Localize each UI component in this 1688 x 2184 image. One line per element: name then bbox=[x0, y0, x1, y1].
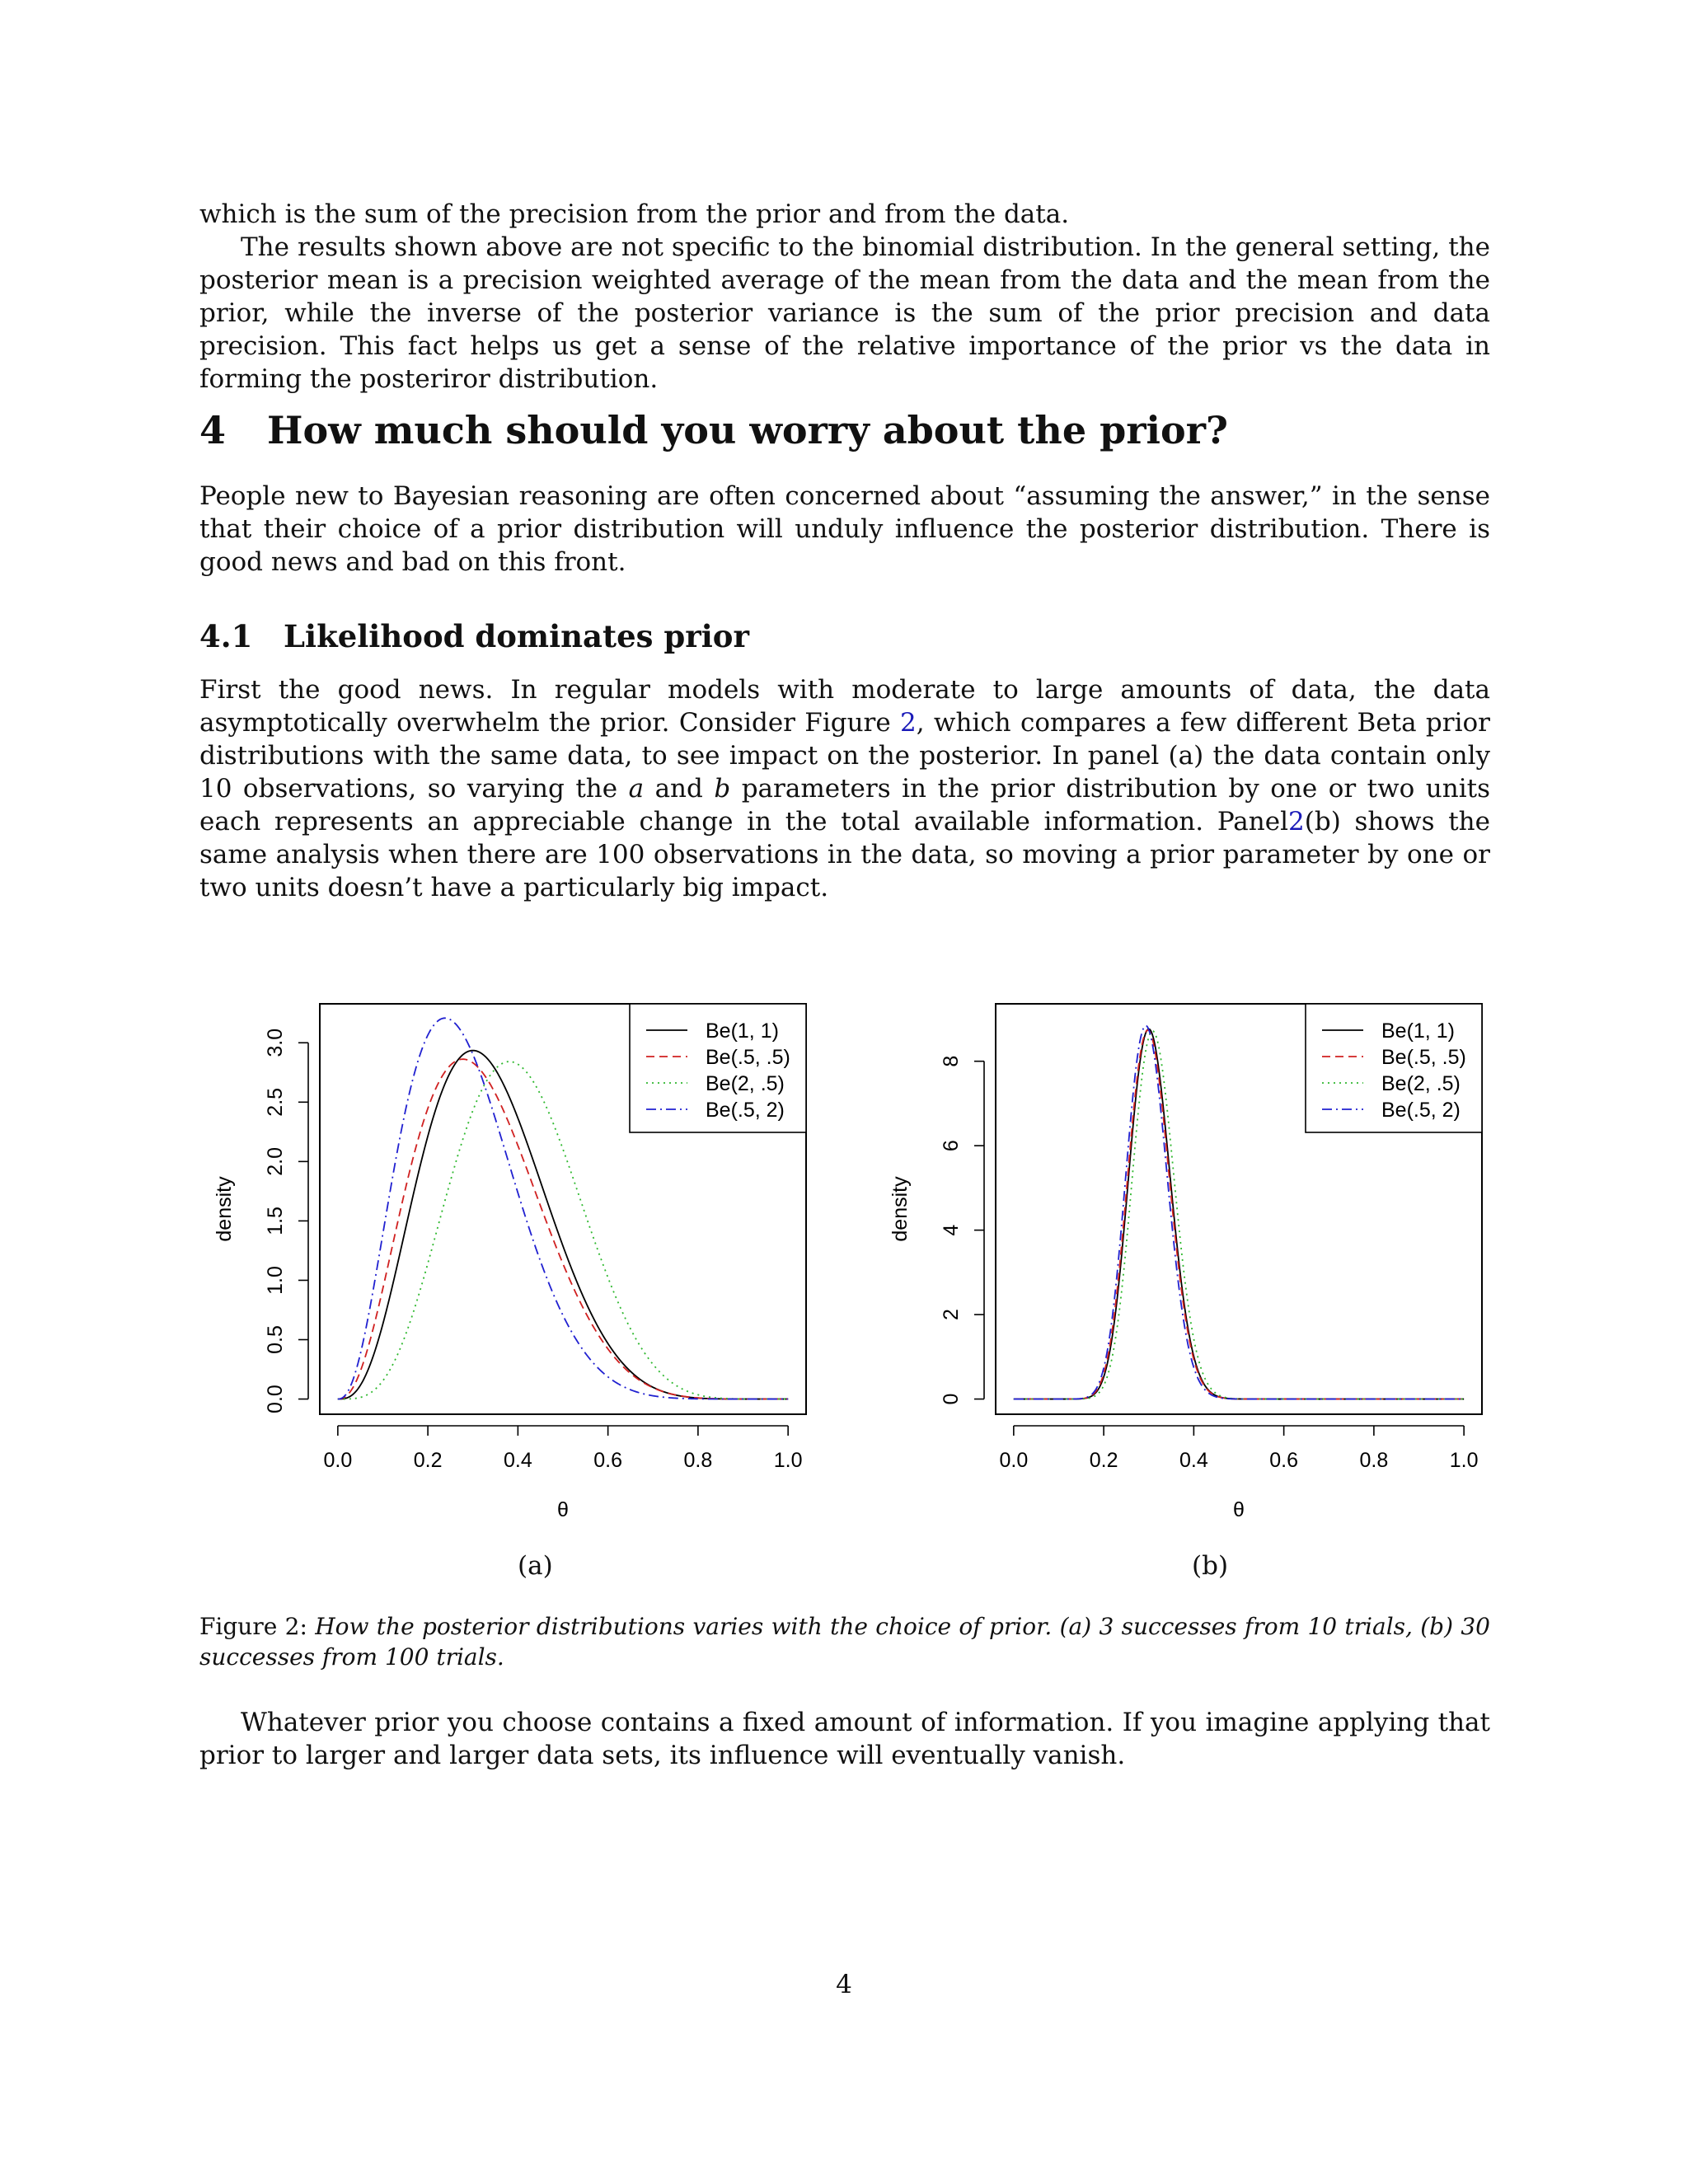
intro-paragraph-2: The results shown above are not specific to the binomial distribution. In the general setting, the posterior mean is a precision weighted average of the mean from the data and the mean from the prior, while the inverse of the posterior variance is the sum of the prior precision and data precision. This fact helps us get a sense of the relative importance of the prior vs the data in forming the posteriror distribution. bbox=[199, 232, 1490, 394]
y-tick-label: 2 bbox=[940, 1309, 963, 1321]
chart-panel-b bbox=[882, 972, 1508, 1533]
legend-label: Be(.5, .5) bbox=[1381, 1046, 1466, 1069]
intro-block bbox=[199, 198, 1490, 396]
x-tick-label: 0.8 bbox=[683, 1449, 713, 1472]
x-axis-label: θ bbox=[557, 1498, 569, 1521]
caption-text: How the posterior distributions varies with the choice of prior. (a) 3 successes from 10 trials, (b) 30 successes from 100 trials. bbox=[199, 1613, 1490, 1671]
page-number: 4 bbox=[836, 1970, 852, 1999]
x-tick-label: 0.8 bbox=[1359, 1449, 1389, 1472]
section-body bbox=[199, 480, 1490, 579]
x-tick-label: 1.0 bbox=[1449, 1449, 1479, 1472]
x-tick-label: 0.6 bbox=[1269, 1449, 1299, 1472]
section-title: How much should you worry about the prior? bbox=[267, 408, 1228, 452]
y-tick-label: 2.5 bbox=[264, 1087, 287, 1117]
y-tick-label: 4 bbox=[940, 1224, 963, 1236]
final-block bbox=[199, 1706, 1490, 1772]
y-tick-label: 0 bbox=[940, 1393, 963, 1405]
y-tick-label: 8 bbox=[940, 1055, 963, 1067]
section-heading bbox=[199, 407, 1228, 453]
text-run: (b) shows the same analysis when there are 100 observations in the data, so moving a prior parameter by one or two units doesn’t have a particularly big impact. bbox=[199, 807, 1490, 902]
x-axis-label: θ bbox=[1233, 1498, 1245, 1521]
text-run: parameters in the prior distribution by one or two units each represents an appreciable change in the total available information. Panel bbox=[199, 774, 1491, 837]
legend-label: Be(.5, 2) bbox=[706, 1099, 785, 1122]
y-tick-label: 0.0 bbox=[264, 1385, 287, 1413]
x-tick-label: 1.0 bbox=[773, 1449, 803, 1472]
x-tick-label: 0.0 bbox=[999, 1449, 1029, 1472]
y-tick-label: 1.0 bbox=[264, 1266, 287, 1295]
legend-label: Be(2, .5) bbox=[706, 1072, 785, 1095]
text-run: First the good news. In regular models with moderate to large amounts of data, the data asymptotically overwhelm the prior. Consider Figure bbox=[199, 675, 1490, 738]
y-tick-label: 2.0 bbox=[264, 1146, 287, 1176]
figure-caption bbox=[199, 1611, 1490, 1672]
section-paragraph: People new to Bayesian reasoning are often concerned about “assuming the answer,” in the sense that their choice of a prior distribution will unduly influence the posterior distribution. There is good news and bad on this front. bbox=[199, 481, 1490, 577]
panel-b-label: (b) bbox=[1192, 1551, 1229, 1581]
x-tick-label: 0.0 bbox=[323, 1449, 353, 1472]
caption-prefix: Figure 2: bbox=[199, 1613, 307, 1640]
legend-label: Be(1, 1) bbox=[1381, 1019, 1455, 1043]
legend-label: Be(2, .5) bbox=[1381, 1072, 1461, 1095]
subsection-title: Likelihood dominates prior bbox=[284, 618, 749, 654]
x-tick-label: 0.6 bbox=[593, 1449, 623, 1472]
math-a: a bbox=[628, 774, 645, 804]
chart-panel-a bbox=[206, 972, 832, 1533]
panel-a-label: (a) bbox=[518, 1551, 553, 1581]
y-tick-label: 1.5 bbox=[264, 1207, 287, 1235]
y-axis-label: density bbox=[889, 1176, 912, 1242]
y-axis-label: density bbox=[213, 1176, 236, 1242]
subsection-number: 4.1 bbox=[199, 618, 253, 654]
subsection-heading bbox=[199, 618, 749, 654]
y-tick-label: 6 bbox=[940, 1140, 963, 1152]
subsection-body bbox=[199, 673, 1490, 904]
y-tick-label: 0.5 bbox=[264, 1325, 287, 1354]
legend-label: Be(.5, 2) bbox=[1381, 1099, 1461, 1122]
intro-paragraph-1: which is the sum of the precision from the prior and from the data. bbox=[199, 199, 1070, 229]
subsection-paragraph bbox=[199, 673, 1490, 904]
text-run: , which compares a few different Beta prior distributions with the same data, to see impact on the posterior. In panel (a) the data contain only 10 observations, so varying the bbox=[199, 708, 1490, 804]
x-tick-label: 0.4 bbox=[1179, 1449, 1208, 1472]
x-tick-label: 0.2 bbox=[413, 1449, 443, 1472]
legend-label: Be(.5, .5) bbox=[706, 1046, 790, 1069]
figure-ref-link[interactable]: 2 bbox=[900, 708, 917, 738]
section-number: 4 bbox=[199, 408, 227, 452]
figure-ref-link[interactable]: 2 bbox=[1288, 807, 1305, 837]
x-tick-label: 0.4 bbox=[503, 1449, 532, 1472]
x-tick-label: 0.2 bbox=[1089, 1449, 1118, 1472]
text-run: and bbox=[644, 774, 715, 804]
math-b: b bbox=[714, 774, 731, 804]
y-tick-label: 3.0 bbox=[264, 1028, 287, 1057]
legend-label: Be(1, 1) bbox=[706, 1019, 779, 1043]
final-paragraph: Whatever prior you choose contains a fixed amount of information. If you imagine applying that prior to larger and larger data sets, its influence will eventually vanish. bbox=[199, 1708, 1490, 1770]
